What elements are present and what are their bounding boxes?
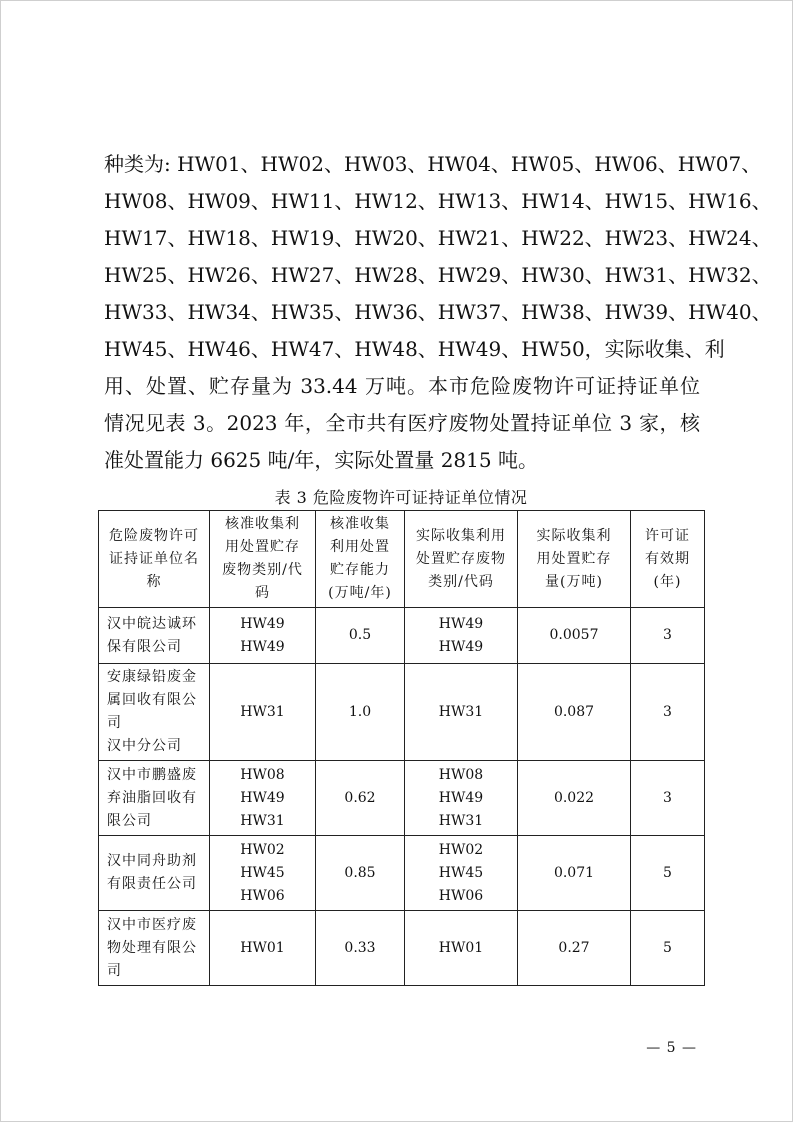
- cell-line: HW01: [438, 939, 484, 956]
- header-actual-codes: [405, 511, 518, 608]
- cell-actual-codes: [405, 761, 518, 836]
- cell-capacity: 0.5: [316, 608, 405, 664]
- cell-line: 称: [146, 573, 162, 590]
- cell-line: 危险废物许可: [109, 527, 199, 544]
- cell-line: 司: [107, 962, 122, 979]
- paragraph-line: 情况见表 3。2023 年，全市共有医疗废物处置持证单位 3 家，核: [104, 411, 700, 435]
- cell-line: 类别/代码: [428, 573, 494, 590]
- cell-line: 废物类别/代: [222, 562, 303, 578]
- cell-approved-codes: [210, 761, 316, 836]
- page-number: — 5 —: [646, 1040, 697, 1056]
- cell-line: HW06: [438, 887, 484, 904]
- cell-line: HW31: [240, 703, 285, 720]
- cell-line: 证持证单位名: [109, 550, 199, 567]
- paragraph-line: 准处置能力 6625 吨/年，实际处置量 2815 吨。: [104, 448, 538, 472]
- cell-actual-codes: [405, 664, 518, 761]
- cell-line: 汉中分公司: [107, 738, 182, 754]
- cell-line: 有效期: [645, 550, 690, 567]
- cell-validity: 3: [631, 761, 705, 836]
- cell-actual-codes: [405, 608, 518, 664]
- cell-line: 处置贮存废物: [416, 550, 506, 567]
- cell-line: HW02: [438, 841, 484, 858]
- cell-actual-amount: 0.022: [518, 761, 631, 836]
- cell-line: HW06: [240, 887, 285, 904]
- paragraph-line: 种类为: HW01、HW02、HW03、HW04、HW05、HW06、HW07、: [104, 152, 762, 176]
- table-row: [99, 761, 705, 836]
- cell-line: HW49: [240, 615, 285, 632]
- cell-line: 量(万吨): [545, 573, 603, 590]
- cell-actual-amount: 0.071: [518, 836, 631, 911]
- paragraph-line: 用、处置、贮存量为 33.44 万吨。本市危险废物许可证持证单位: [104, 374, 700, 398]
- permit-holders-table: [98, 510, 705, 986]
- cell-approved-codes: [210, 664, 316, 761]
- cell-line: 贮存能力: [330, 562, 390, 578]
- cell-line: 限公司: [107, 812, 152, 829]
- cell-unit-name: [99, 836, 210, 911]
- table-row: [99, 911, 705, 986]
- table-row: [99, 608, 705, 664]
- cell-line: 物处理有限公: [107, 939, 197, 956]
- cell-line: 核准收集利: [225, 516, 300, 532]
- body-paragraph: [104, 146, 772, 479]
- cell-actual-amount: 0.0057: [518, 608, 631, 664]
- cell-unit-name: [99, 911, 210, 986]
- cell-line: HW49: [438, 615, 484, 632]
- cell-line: HW08: [438, 766, 484, 783]
- cell-line: 实际收集利: [536, 527, 612, 544]
- paragraph-line: HW08、HW09、HW11、HW12、HW13、HW14、HW15、HW16、: [104, 189, 772, 213]
- cell-line: HW49: [438, 638, 484, 655]
- cell-line: 安康绿铅废金: [107, 669, 197, 685]
- cell-capacity: 0.62: [316, 761, 405, 836]
- cell-line: (年): [653, 573, 682, 590]
- cell-line: HW45: [240, 864, 285, 881]
- cell-line: 用处置贮存: [225, 539, 300, 555]
- table-header-row: [99, 511, 705, 608]
- header-approved-capacity: [316, 511, 405, 608]
- cell-unit-name: [99, 608, 210, 664]
- cell-validity: 3: [631, 608, 705, 664]
- cell-capacity: 1.0: [316, 664, 405, 761]
- cell-line: 有限责任公司: [107, 876, 197, 892]
- cell-approved-codes: [210, 911, 316, 986]
- cell-line: HW45: [438, 864, 484, 881]
- cell-validity: 3: [631, 664, 705, 761]
- cell-line: HW31: [240, 812, 285, 829]
- paragraph-line: HW33、HW34、HW35、HW36、HW37、HW38、HW39、HW40、: [104, 300, 772, 324]
- cell-line: 汉中市医疗废: [107, 916, 197, 933]
- table-row: [99, 836, 705, 911]
- cell-unit-name: [99, 761, 210, 836]
- cell-actual-amount: 0.087: [518, 664, 631, 761]
- paragraph-line: HW25、HW26、HW27、HW28、HW29、HW30、HW31、HW32、: [104, 263, 772, 287]
- cell-line: 实际收集利用: [416, 527, 506, 544]
- cell-line: HW49: [438, 789, 484, 806]
- cell-line: HW31: [438, 812, 484, 829]
- cell-line: HW02: [240, 841, 285, 858]
- cell-line: 利用处置: [330, 539, 390, 555]
- cell-line: HW49: [240, 789, 285, 806]
- cell-validity: 5: [631, 911, 705, 986]
- cell-validity: 5: [631, 836, 705, 911]
- cell-line: 许可证: [645, 527, 690, 544]
- cell-line: HW31: [438, 703, 484, 720]
- cell-unit-name: [99, 664, 210, 761]
- cell-capacity: 0.33: [316, 911, 405, 986]
- cell-line: 核准收集: [330, 516, 390, 532]
- cell-line: 保有限公司: [107, 638, 182, 655]
- cell-line: HW49: [240, 638, 285, 655]
- cell-line: 汉中市鹏盛废: [107, 766, 197, 783]
- cell-line: 属回收有限公司: [107, 692, 197, 731]
- paragraph-line: HW17、HW18、HW19、HW20、HW21、HW22、HW23、HW24、: [104, 226, 772, 250]
- cell-line: 码: [255, 585, 270, 601]
- cell-capacity: 0.85: [316, 836, 405, 911]
- cell-line: 弃油脂回收有: [107, 789, 197, 806]
- cell-actual-codes: [405, 911, 518, 986]
- cell-line: 汉中同舟助剂: [107, 853, 197, 869]
- cell-approved-codes: [210, 836, 316, 911]
- table-caption: 表 3 危险废物许可证持证单位情况: [274, 488, 528, 507]
- cell-approved-codes: [210, 608, 316, 664]
- cell-actual-codes: [405, 836, 518, 911]
- header-actual-amount: [518, 511, 631, 608]
- cell-line: HW08: [240, 766, 285, 783]
- header-approved-codes: [210, 511, 316, 608]
- cell-line: 用处置贮存: [536, 550, 612, 567]
- cell-line: (万吨/年): [328, 585, 392, 601]
- header-validity: [631, 511, 705, 608]
- paragraph-line: HW45、HW46、HW47、HW48、HW49、HW50，实际收集、利: [104, 337, 725, 361]
- header-unit-name: [99, 511, 210, 608]
- cell-line: 汉中皖达诚环: [107, 615, 197, 632]
- cell-line: HW01: [240, 939, 285, 956]
- cell-actual-amount: 0.27: [518, 911, 631, 986]
- table-row: [99, 664, 705, 761]
